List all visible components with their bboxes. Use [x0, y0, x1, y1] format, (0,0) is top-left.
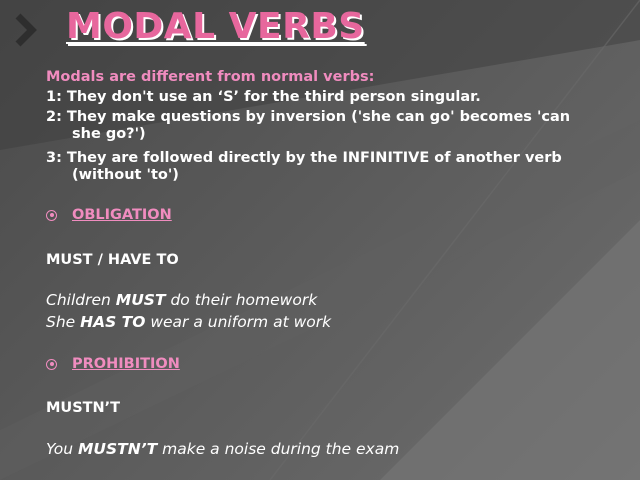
intro-text: Modals are different from normal verbs:	[46, 69, 375, 85]
prohibition-example-1	[46, 440, 399, 458]
example-keyword: MUST	[115, 291, 166, 309]
point-2-line-2: she go?')	[72, 126, 146, 142]
point-2-line-1: 2: They make questions by inversion ('she can go' becomes 'can	[46, 109, 571, 125]
example-text: wear a uniform at work	[145, 313, 332, 331]
obligation-example-2	[46, 313, 331, 331]
obligation-form: MUST / HAVE TO	[46, 252, 179, 268]
obligation-example-1	[46, 291, 317, 309]
prohibition-heading: PROHIBITION	[72, 356, 180, 372]
chevron-decoration-icon	[10, 10, 50, 50]
point-1: 1: They don't use an ‘S’ for the third person singular.	[46, 89, 481, 105]
point-3-line-2: (without 'to')	[72, 167, 179, 183]
circle-bullet-icon	[46, 210, 57, 221]
example-keyword: MUSTN’T	[78, 440, 158, 458]
point-3-line-1: 3: They are followed directly by the INFINITIVE of another verb	[46, 150, 562, 166]
obligation-heading: OBLIGATION	[72, 207, 172, 223]
example-text: You	[46, 440, 78, 458]
obligation-heading-row	[46, 207, 172, 223]
example-text: make a noise during the exam	[157, 440, 400, 458]
example-keyword: HAS TO	[80, 313, 146, 331]
example-text: do their homework	[165, 291, 318, 309]
example-text: She	[46, 313, 81, 331]
slide-title: MODAL VERBS	[66, 6, 365, 47]
prohibition-form: MUSTN’T	[46, 400, 121, 416]
prohibition-heading-row	[46, 356, 180, 372]
example-text: Children	[46, 291, 116, 309]
circle-bullet-icon	[46, 359, 57, 370]
